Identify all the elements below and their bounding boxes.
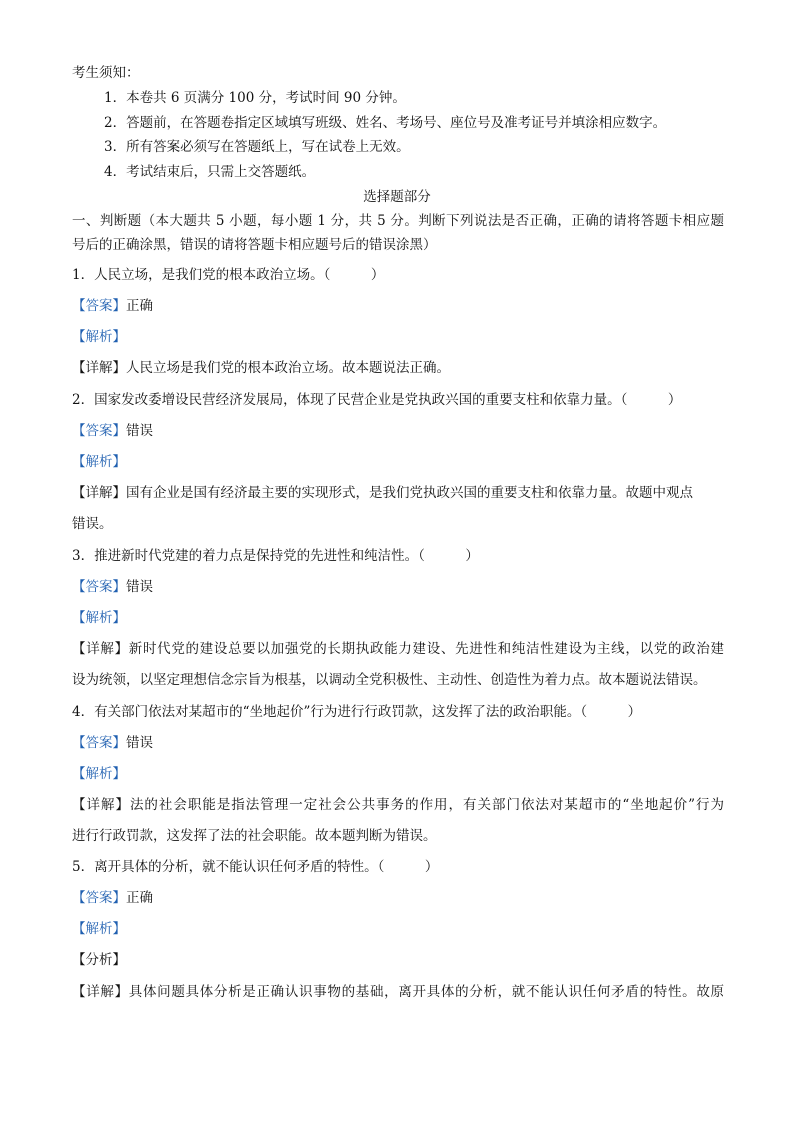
question-stem: 5．离开具体的分析，就不能认识任何矛盾的特性。（ ） [72, 859, 439, 875]
question-stem: 1．人民立场，是我们党的根本政治立场。（ ） [72, 267, 385, 283]
analysis-line [72, 608, 126, 628]
question-stem: 2．国家发改委增设民营经济发展局，体现了民营企业是党执政兴国的重要支柱和依靠力量。（ ） [72, 392, 682, 408]
answer-value: 错误 [126, 735, 153, 751]
analysis-tag: 【解析】 [72, 454, 126, 470]
analysis-tag: 【解析】 [72, 329, 126, 345]
answer-line [72, 888, 153, 908]
answer-line [72, 421, 153, 441]
detail-line: 进行行政罚款，这发挥了法的社会职能。故本题判断为错误。 [72, 828, 437, 844]
answer-tag: 【答案】 [72, 423, 126, 439]
detail-line: 【详解】国有企业是国有经济最主要的实现形式，是我们党执政兴国的重要支柱和依靠力量。故题中观点 [72, 485, 693, 501]
detail-line: 设为统领，以坚定理想信念宗旨为根基，以调动全党积极性、主动性、创造性为着力点。故本题说法错误。 [72, 672, 707, 688]
analysis-tag: 【解析】 [72, 766, 126, 782]
part-heading-line: 号后的正确涂黑，错误的请将答题卡相应题号后的错误涂黑） [72, 237, 437, 253]
notice-item: 1．本卷共 6 页满分 100 分，考试时间 90 分钟。 [104, 90, 406, 106]
analysis-line [72, 919, 126, 939]
detail-line: 【详解】人民立场是我们党的根本政治立场。故本题说法正确。 [72, 360, 450, 376]
answer-value: 正确 [126, 298, 153, 314]
detail-tag: 【详解】 [72, 641, 129, 657]
answer-value: 错误 [126, 579, 153, 595]
notice-title: 考生须知： [72, 65, 140, 81]
notice-item: 4．考试结束后，只需上交答题纸。 [104, 164, 316, 180]
analysis-tag: 【解析】 [72, 610, 126, 626]
notice-item: 2．答题前，在答题卷指定区域填写班级、姓名、考场号、座位号及准考证号并填涂相应数字。 [104, 115, 667, 131]
answer-line [72, 733, 153, 753]
answer-value: 错误 [126, 423, 153, 439]
answer-line [72, 296, 153, 316]
notice-item: 3．所有答案必须写在答题纸上，写在试卷上无效。 [104, 139, 410, 155]
answer-line [72, 577, 153, 597]
answer-tag: 【答案】 [72, 298, 126, 314]
detail-tag: 【详解】 [72, 360, 126, 376]
answer-tag: 【答案】 [72, 735, 126, 751]
detail-line: 错误。 [72, 516, 113, 532]
question-stem: 4．有关部门依法对某超市的“坐地起价”行为进行行政罚款，这发挥了法的政治职能。（ ） [72, 704, 642, 720]
analysis-tag: 【解析】 [72, 921, 126, 937]
analysis-line [72, 327, 126, 347]
answer-value: 正确 [126, 890, 153, 906]
answer-tag: 【答案】 [72, 890, 126, 906]
detail-line: 【详解】具体问题具体分析是正确认识事物的基础，离开具体的分析，就不能认识任何矛盾的特性。故原 [72, 984, 725, 1000]
detail-tag: 【详解】 [72, 984, 129, 1000]
detail-tag: 【详解】 [72, 797, 130, 813]
analysis-line [72, 452, 126, 472]
section-title: 选择题部分 [363, 189, 431, 205]
fenxi-line [72, 950, 126, 970]
part-heading-line: 一、判断题（本大题共 5 小题，每小题 1 分，共 5 分。判断下列说法是否正确，正确的请将答题卡相应题 [72, 213, 724, 229]
detail-line: 【详解】新时代党的建设总要以加强党的长期执政能力建设、先进性和纯洁性建设为主线，以党的政治建 [72, 641, 725, 657]
fenxi-tag: 【分析】 [72, 952, 126, 968]
detail-line: 【详解】法的社会职能是指法管理一定社会公共事务的作用，有关部门依法对某超市的“坐地起价”行为 [72, 797, 724, 813]
answer-tag: 【答案】 [72, 579, 126, 595]
question-stem: 3．推进新时代党建的着力点是保持党的先进性和纯洁性。（ ） [72, 548, 479, 564]
detail-tag: 【详解】 [72, 485, 126, 501]
analysis-line [72, 764, 126, 784]
